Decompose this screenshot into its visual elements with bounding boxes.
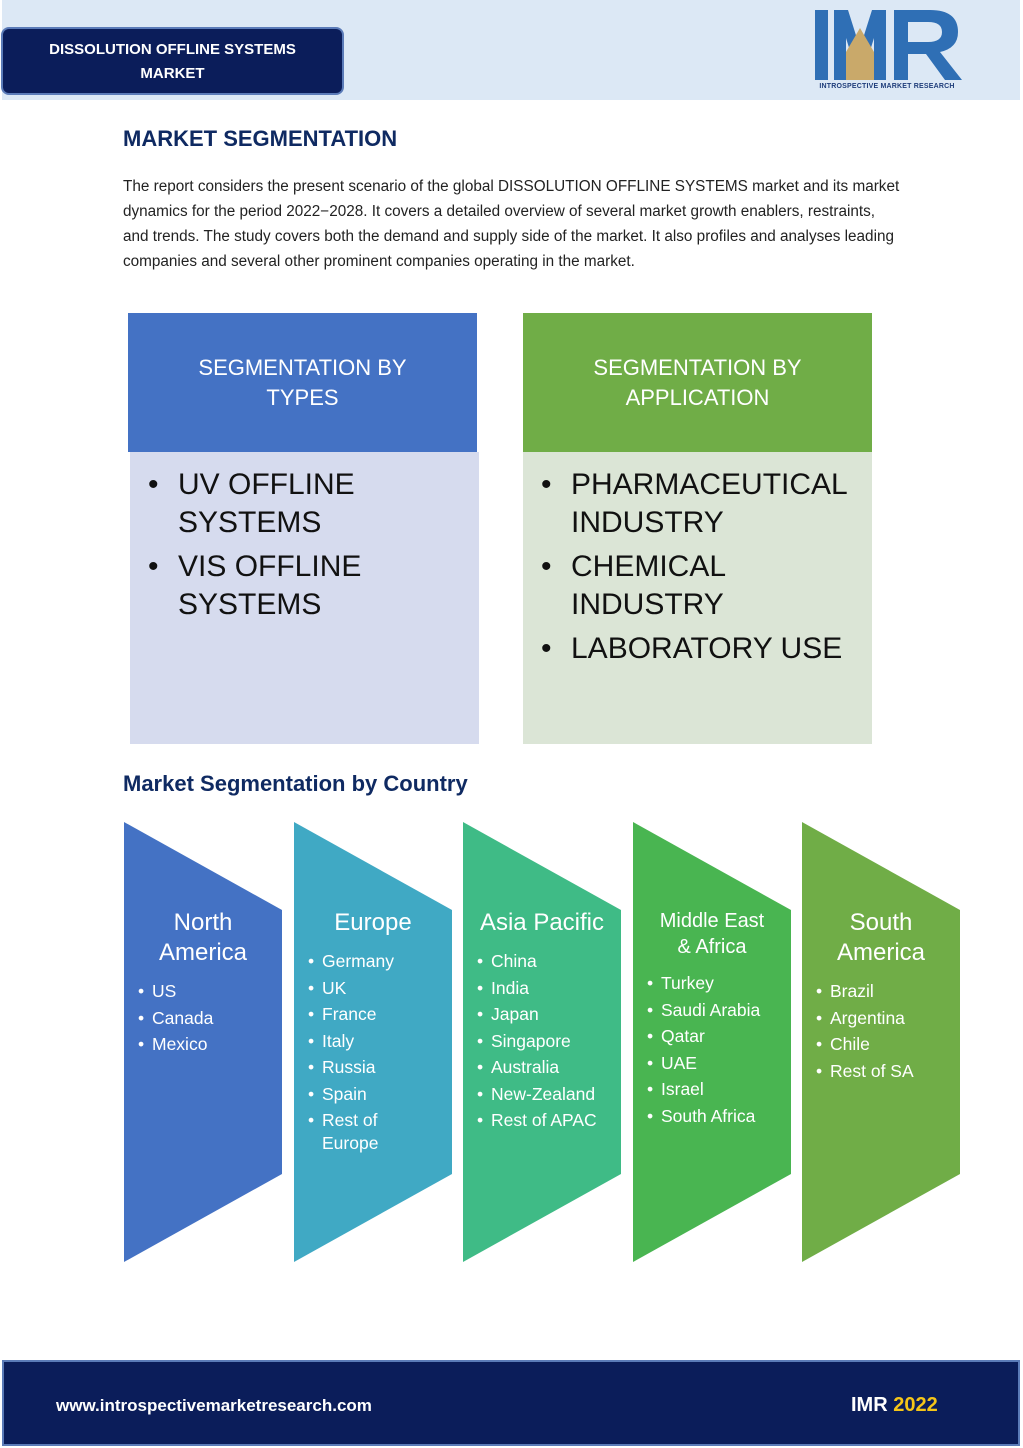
segmentation-types-list xyxy=(130,452,479,744)
region-item: • China xyxy=(477,950,617,973)
region-item: • Rest of SA xyxy=(816,1060,956,1083)
segmentation-application-heading: SEGMENTATION BY APPLICATION xyxy=(593,354,802,410)
imr-logo-mark xyxy=(812,8,962,82)
region-item: • Mexico xyxy=(138,1033,278,1056)
region-item: • Germany xyxy=(308,950,448,973)
footer-website-link[interactable]: www.introspectivemarketresearch.com xyxy=(56,1396,372,1415)
region-item: • Turkey xyxy=(647,972,787,995)
segmentation-types-header xyxy=(128,313,477,452)
region-item: • Qatar xyxy=(647,1025,787,1048)
region-title: Europe xyxy=(334,909,412,936)
region-item: • Australia xyxy=(477,1056,617,1079)
region-title: Middle East & Africa xyxy=(659,910,765,958)
type-item: • UV OFFLINE SYSTEMS xyxy=(148,466,469,542)
region-item: • Saudi Arabia xyxy=(647,999,787,1022)
application-item: • CHEMICAL INDUSTRY xyxy=(541,548,862,624)
region-item: • India xyxy=(477,977,617,1000)
region-item: • Italy xyxy=(308,1030,448,1053)
footer xyxy=(2,1360,1020,1446)
report-title-line2: MARKET xyxy=(140,65,205,82)
section-heading: MARKET SEGMENTATION xyxy=(123,126,398,151)
region-item: • UAE xyxy=(647,1052,787,1075)
region-item: • Spain xyxy=(308,1083,448,1106)
report-title-badge xyxy=(1,27,344,95)
footer-brand xyxy=(851,1394,938,1417)
region-item: • Japan xyxy=(477,1003,617,1026)
region-item: • Russia xyxy=(308,1056,448,1079)
region-item: • Rest of APAC xyxy=(477,1109,617,1132)
region-item: • US xyxy=(138,980,278,1003)
region-item: • Rest of Europe xyxy=(308,1109,408,1155)
region-title: South America xyxy=(836,909,926,966)
region-asia-pacific xyxy=(463,822,621,1262)
region-item: • Chile xyxy=(816,1033,956,1056)
footer-brand-name: IMR xyxy=(851,1394,888,1416)
region-item: • UK xyxy=(308,977,448,1000)
country-heading: Market Segmentation by Country xyxy=(123,771,468,796)
region-item: • New-Zealand xyxy=(477,1083,617,1106)
region-item: • South Africa xyxy=(647,1105,787,1128)
region-europe xyxy=(294,822,452,1262)
region-middle-east-africa xyxy=(633,822,791,1262)
report-title-line1: DISSOLUTION OFFLINE SYSTEMS xyxy=(49,41,296,58)
footer-year: 2022 xyxy=(893,1394,938,1416)
region-item: • Singapore xyxy=(477,1030,617,1053)
logo-caption: INTROSPECTIVE MARKET RESEARCH xyxy=(819,83,955,90)
application-item: • LABORATORY USE xyxy=(541,630,862,668)
region-item: • Canada xyxy=(138,1007,278,1030)
region-title: Asia Pacific xyxy=(479,909,605,936)
region-item: • France xyxy=(308,1003,448,1026)
imr-logo[interactable] xyxy=(812,8,962,96)
region-title: North America xyxy=(158,909,248,966)
region-item: • Israel xyxy=(647,1078,787,1101)
region-south-america xyxy=(802,822,960,1262)
region-item: • Argentina xyxy=(816,1007,956,1030)
segmentation-application-list xyxy=(523,452,872,744)
type-item: • VIS OFFLINE SYSTEMS xyxy=(148,548,469,624)
segmentation-types-heading: SEGMENTATION BY TYPES xyxy=(198,354,407,410)
region-item: • Brazil xyxy=(816,980,956,1003)
region-north-america xyxy=(124,822,282,1262)
application-item: • PHARMACEUTICAL INDUSTRY xyxy=(541,466,862,542)
intro-paragraph: The report considers the present scenario of the global DISSOLUTION OFFLINE SYSTEMS market and its market dynamics for the period 2022−2028. It covers a detailed overview of several market growth enablers, restraints, and trends. The study covers both the demand and supply side of the market. It also profiles and analyses leading companies and several other prominent companies operating in the market. xyxy=(123,178,900,270)
segmentation-application-header xyxy=(523,313,872,452)
